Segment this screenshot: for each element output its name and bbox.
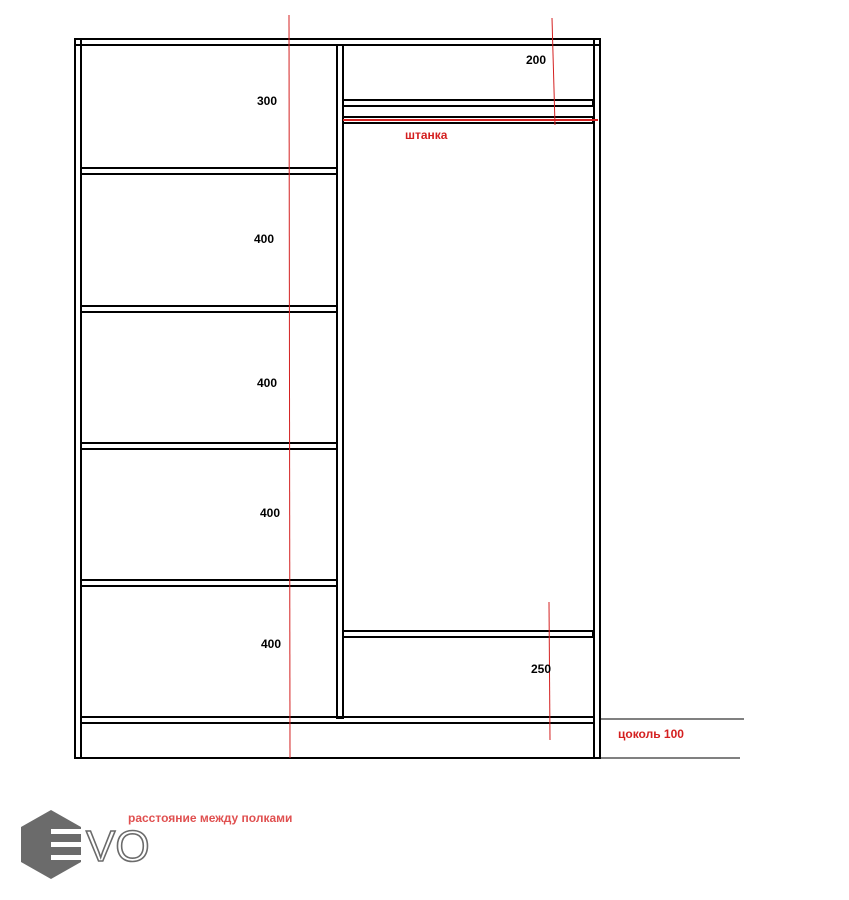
dim-right-top: 200 <box>526 53 547 67</box>
dim-left-4: 400 <box>260 506 281 520</box>
legend-label: расстояние между полками <box>128 811 293 825</box>
rod-label: штанка <box>405 128 448 142</box>
left-shelf-2 <box>81 306 337 312</box>
dim-left-5: 400 <box>261 637 282 651</box>
center-divider <box>337 45 343 718</box>
left-shelf-1 <box>81 168 337 174</box>
plinth-label: цоколь 100 <box>618 727 684 741</box>
left-shelf-3 <box>81 443 337 449</box>
logo-text: VO <box>86 822 150 871</box>
bottom-panel <box>81 717 594 723</box>
left-dimension-line <box>289 15 290 758</box>
wardrobe-frame <box>75 39 600 758</box>
right-bottom-shelf <box>343 631 593 637</box>
dim-left-2: 400 <box>254 232 275 246</box>
dim-right-bottom: 250 <box>531 662 552 676</box>
dimension-lines <box>289 15 598 758</box>
dim-left-3: 400 <box>257 376 278 390</box>
left-shelf-4 <box>81 580 337 586</box>
right-top-shelf <box>343 100 593 106</box>
logo-e-letter <box>51 829 85 860</box>
right-top-dimension-line <box>552 18 555 125</box>
dim-left-top: 300 <box>257 94 278 108</box>
